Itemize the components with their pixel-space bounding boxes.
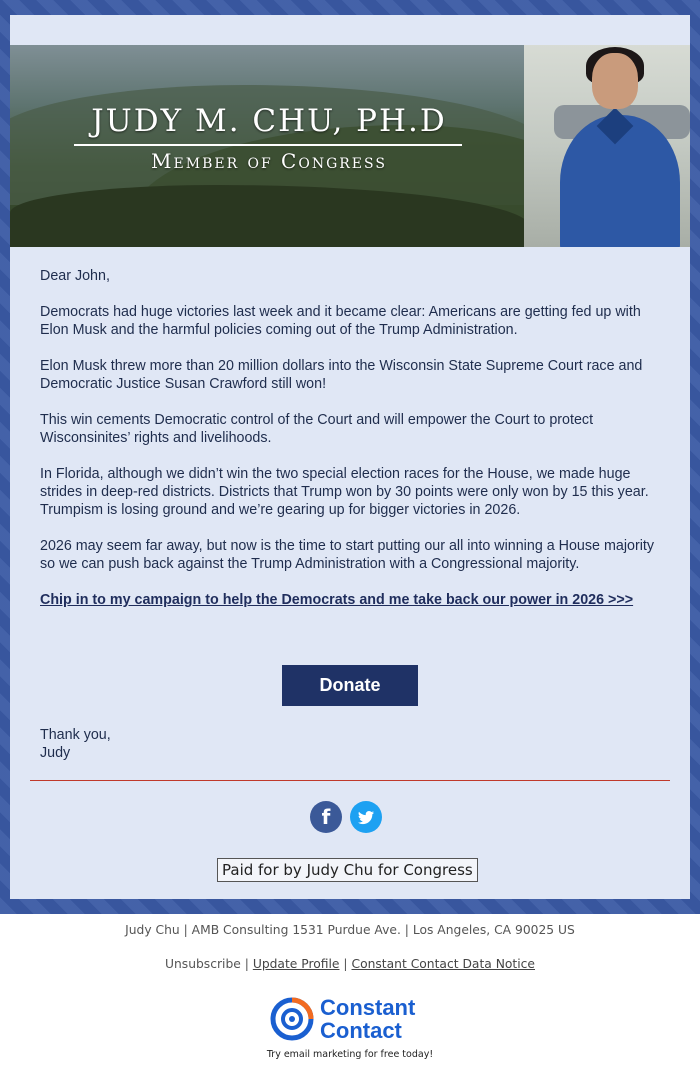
signature: Judy [40, 745, 71, 761]
update-profile-link[interactable]: Update Profile [252, 957, 340, 971]
header-banner [10, 45, 690, 247]
email-body [10, 247, 690, 899]
donate-cta-link[interactable]: Chip in to my campaign to help the Democrats and me take back our power in 2026 >>> [40, 592, 634, 608]
logo-text-line2: Contact [320, 1018, 402, 1043]
footer-address: Judy Chu | AMB Consulting 1531 Purdue Ave. | Los Angeles, CA 90025 US [125, 923, 575, 937]
paragraph: In Florida, although we didn’t win the two special election races for the House, we made huge strides in deep-red districts. Districts that Trump won by 30 points were only won by 15 this year. Trumpism is losing ground and we’re gearing up for bigger victories in 2026. [40, 466, 649, 518]
header-rule [74, 144, 462, 146]
logo-dot-icon [289, 1016, 295, 1022]
paragraph: 2026 may seem far away, but now is the time to start putting our all into winning a House majority so we can push back against the Trump Administration with a Congressional majority. [40, 538, 655, 572]
unsubscribe-link[interactable]: Unsubscribe [165, 957, 241, 971]
top-bar [10, 15, 690, 45]
constant-contact-logo[interactable] [270, 994, 450, 1044]
signoff: Thank you, [40, 727, 111, 743]
facebook-icon[interactable]: f [310, 801, 342, 833]
data-notice-link[interactable]: Constant Contact Data Notice [351, 957, 535, 971]
photo-face [592, 53, 638, 109]
paragraph: Elon Musk threw more than 20 million dollars into the Wisconsin State Supreme Court race and Democratic Justice Susan Crawford still won! [40, 358, 643, 392]
link-separator: | [244, 957, 249, 971]
donate-button[interactable]: Donate [282, 665, 418, 706]
candidate-photo [524, 45, 690, 247]
footer-links [0, 957, 700, 971]
twitter-icon[interactable] [350, 801, 382, 833]
letter-text [40, 267, 660, 627]
header-title: Member of Congress [151, 149, 387, 173]
divider [30, 780, 670, 781]
footer-tagline: Try email marketing for free today! [266, 1049, 434, 1060]
closing [40, 726, 111, 762]
logo-text-line1: Constant [320, 995, 416, 1020]
paid-for-disclaimer: Paid for by Judy Chu for Congress [217, 858, 478, 882]
greeting: Dear John, [40, 268, 110, 284]
twitter-bird-icon [350, 801, 382, 833]
header-name: JUDY M. CHU, PH.D [91, 103, 447, 139]
paragraph: This win cements Democratic control of the Court and will empower the Court to protect Wisconsinites’ rights and livelihoods. [40, 412, 594, 446]
footer [0, 914, 700, 1073]
link-separator: | [343, 957, 348, 971]
paragraph: Democrats had huge victories last week and it became clear: Americans are getting fed up with Elon Musk and the harmful policies coming out of the Trump Administration. [40, 304, 641, 338]
